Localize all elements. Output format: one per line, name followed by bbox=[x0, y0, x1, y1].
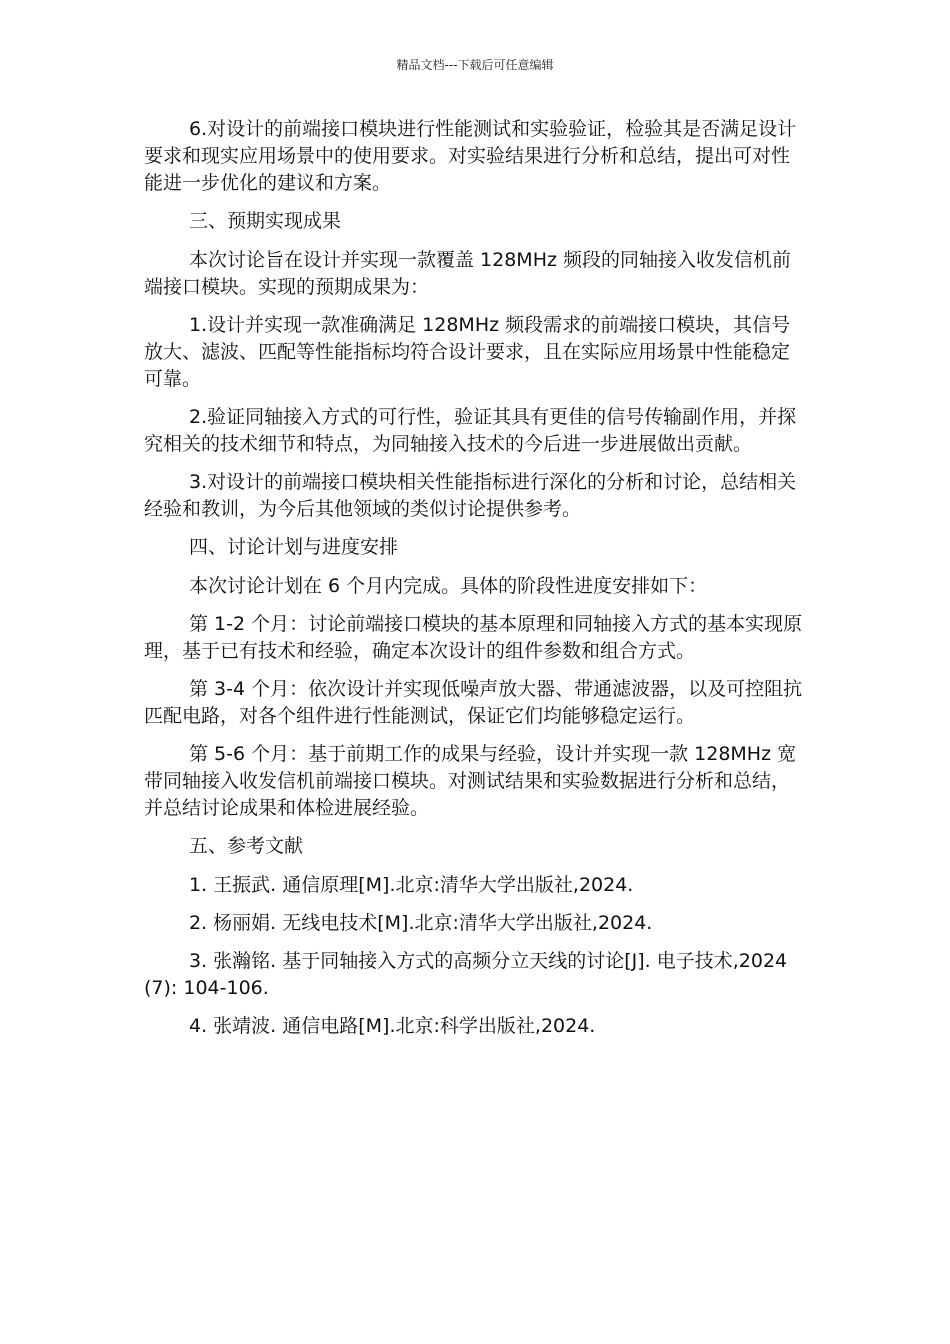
page-header: 精品文档---下载后可任意编辑 bbox=[396, 58, 554, 72]
reference-item-1: 1. 王振武. 通信原理[M].北京:清华大学出版社,2024. bbox=[189, 874, 634, 896]
paragraph-result-2: 2.验证同轴接入方式的可行性，验证其具有更佳的信号传输副作用，并探究相关的技术细节和特点，为同轴接入技术的今后进一步进展做出贡献。 bbox=[144, 406, 797, 455]
section-heading-expected-results: 三、预期实现成果 bbox=[189, 210, 342, 232]
paragraph-schedule-month-1-2: 第 1-2 个月：讨论前端接口模块的基本原理和同轴接入方式的基本实现原理，基于已有技术和经验，确定本次设计的组件参数和组合方式。 bbox=[144, 613, 803, 662]
paragraph-results-intro: 本次讨论旨在设计并实现一款覆盖 128MHz 频段的同轴接入收发信机前端接口模块。实现的预期成果为： bbox=[144, 249, 791, 298]
paragraph-schedule-month-3-4: 第 3-4 个月：依次设计并实现低噪声放大器、带通滤波器，以及可控阻抗匹配电路，对各个组件进行性能测试，保证它们均能够稳定运行。 bbox=[144, 678, 803, 727]
paragraph-item-6: 6.对设计的前端接口模块进行性能测试和实验验证，检验其是否满足设计要求和现实应用场景中的使用要求。对实验结果进行分析和总结，提出可对性能进一步优化的建议和方案。 bbox=[144, 118, 797, 194]
section-heading-references: 五、参考文献 bbox=[189, 835, 304, 857]
document-body bbox=[144, 116, 804, 1051]
paragraph-schedule-month-5-6: 第 5-6 个月：基于前期工作的成果与经验，设计并实现一款 128MHz 宽带同轴接入收发信机前端接口模块。对测试结果和实验数据进行分析和总结，并总结讨论成果和体检进展经验。 bbox=[144, 743, 797, 819]
paragraph-schedule-intro: 本次讨论计划在 6 个月内完成。具体的阶段性进度安排如下： bbox=[189, 575, 708, 597]
reference-item-3: 3. 张瀚铭. 基于同轴接入方式的高频分立天线的讨论[J]. 电子技术,2024(7): 104-106. bbox=[144, 950, 788, 999]
section-heading-schedule: 四、讨论计划与进度安排 bbox=[189, 536, 399, 558]
reference-item-4: 4. 张靖波. 通信电路[M].北京:科学出版社,2024. bbox=[189, 1015, 596, 1037]
reference-item-2: 2. 杨丽娟. 无线电技术[M].北京:清华大学出版社,2024. bbox=[189, 912, 653, 934]
paragraph-result-3: 3.对设计的前端接口模块相关性能指标进行深化的分析和讨论，总结相关经验和教训，为今后其他领域的类似讨论提供参考。 bbox=[144, 471, 797, 520]
paragraph-result-1: 1.设计并实现一款准确满足 128MHz 频段需求的前端接口模块，其信号放大、滤波、匹配等性能指标均符合设计要求，且在实际应用场景中性能稳定可靠。 bbox=[144, 314, 791, 390]
